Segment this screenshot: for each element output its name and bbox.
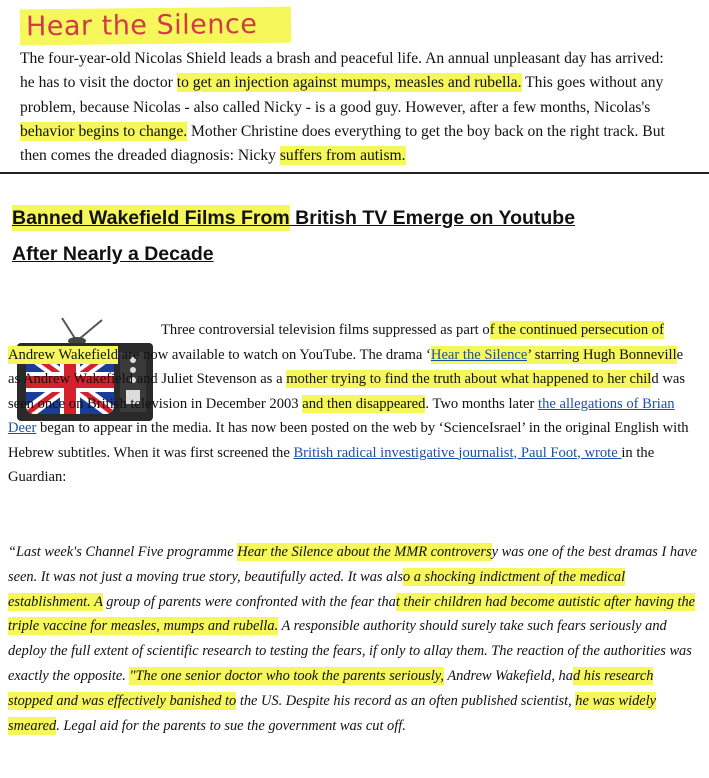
brian-deer-link[interactable]: the allegations of Brian Deer [8,395,675,436]
highlight-behavior: behavior begins to change. [20,122,188,140]
highlight-smeared: he was widely smeared [8,692,657,734]
article-headline [12,200,702,272]
highlight-mmr-controversy: Hear the Silence about the MMR controvers [237,544,492,560]
synopsis-text: The four-year-old Nicolas Shield leads a brash and peaceful life. An annual unpleasant day has arrived: he has to visit the doctor to get an injection against mumps, measles and rubella. This goes without any problem, because Nicolas - also called Nicky - is a good guy. However, after a few months, Nicolas's behavior begins to change. Mother Christine does everything to get the boy back on the right track. But then comes the dreaded diagnosis: Nicky suffers from autism. [20,50,665,165]
separator-line [0,172,709,174]
headline-part1: Banned Wakefield Films From [12,207,290,229]
headline-part2: British TV Emerge on Youtube [289,207,576,229]
handwritten-title: Hear the Silence [20,7,292,46]
highlight-autistic: t their children had become autistic after having the triple vaccine for measles, mumps and rubella. [8,593,696,635]
hear-the-silence-link[interactable]: Hear the Silence [430,346,528,363]
highlight-banished: d his research stopped and was effectively banished to [8,667,654,709]
guardian-quote: “Last week's Channel Five programme Hear the Silence about the MMR controversy was one of the best dramas I have seen. It was not just a moving true story, beautifully acted. It was also a shocking indictment of the medical establishment. A group of parents were confronted with the fear that their children had become autistic after having the triple vaccine for measles, mumps and rubella. A responsible authority should surely take such fears seriously and deploy the full extent of scientific research to testing the fears, if only to allay them. The reaction of the authorities was exactly the opposite. "The one senior doctor who took the parents seriously, Andrew Wakefield, had his research stopped and was effectively banished to the US. Despite his record as an often published scientist, he was widely smeared. Legal aid for the parents to sue the government was cut off. [8,544,698,734]
highlight-bonneville: ’ starring Hugh Bonnevill [527,346,677,363]
highlight-mother: mother trying to find the truth about what happened to her chil [286,371,652,387]
synopsis-clipping [0,0,709,174]
highlight-injection: to get an injection against mumps, measles and rubella. [176,74,522,92]
highlight-persecution: f the continued persecution of Andrew Wakefield [8,322,664,363]
highlight-autism: suffers from autism. [279,147,406,165]
article-body: Three controversial television films suppressed as part of the continued persecution of Andrew Wakefield are now available to watch on YouTube. The drama ‘Hear the Silence’ starring Hugh Bonneville as Andrew Wakefield and Juliet Stevenson as a mother trying to find the truth about what happened to her child was seen once on British television in December 2003 and then disappeared. Two months later the allegations of Brian Deer began to appear in the media. It has now been posted on the web by ‘ScienceIsrael’ in the original English with Hebrew subtitles. When it was first screened the British radical investigative journalist, Paul Foot, wrote in the Guardian: [8,322,689,485]
headline-part3: After Nearly a Decade [12,243,214,265]
highlight-indictment: o a shocking indictment of the medical establishment. A [8,568,626,610]
paul-foot-link[interactable]: British radical investigative journalist, Paul Foot, wrote [293,444,622,461]
highlight-senior-doctor: "The one senior doctor who took the parents seriously, [129,667,444,684]
highlight-disappeared: and then disappeared [302,395,426,412]
